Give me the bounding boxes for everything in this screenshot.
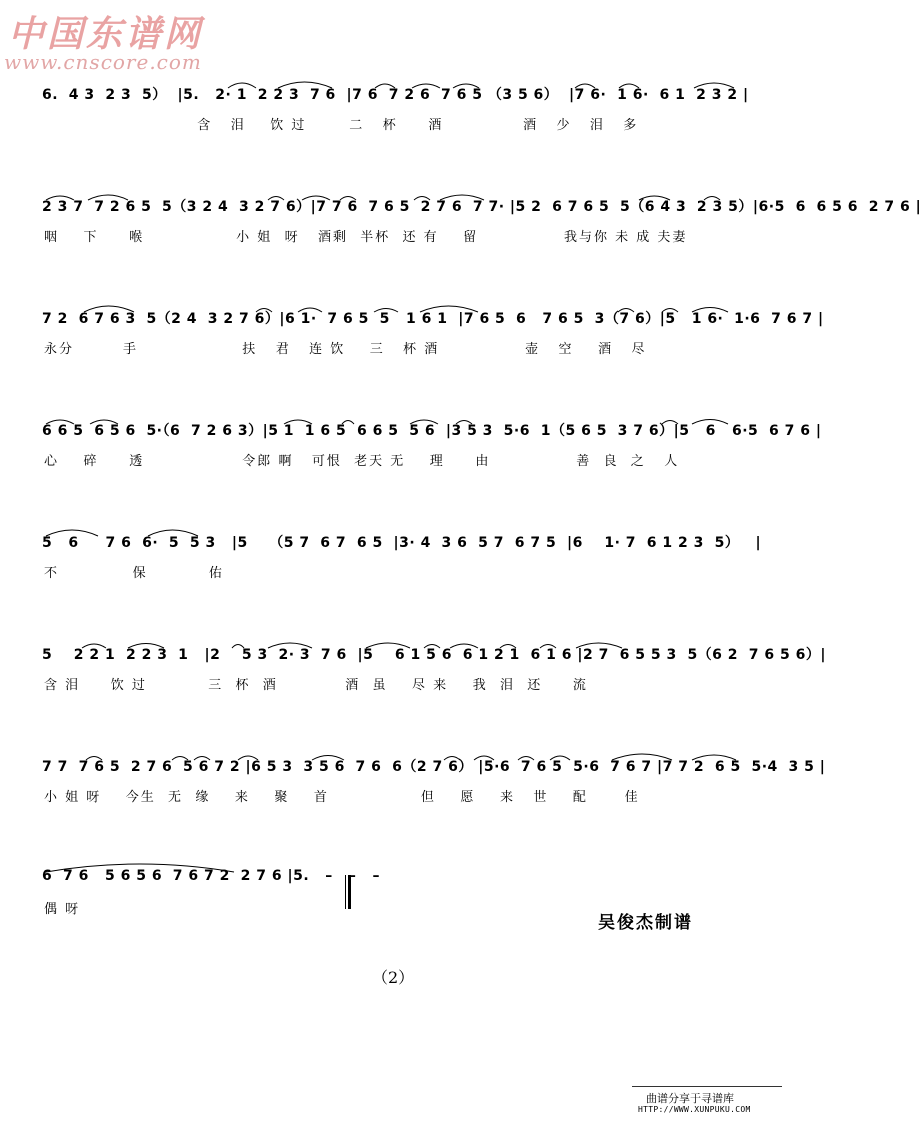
notes-line-3: 7 2 6 7 6 3 5（2 4 3 2 7 6）|6 1· 7 6 5 5 1 6 1 |7 6 5 6 7 6 5 3（7 6）|5 1 6· 1·6 7 6 7 |	[42, 311, 824, 327]
lyrics-line-5: 不 保 佑	[44, 566, 224, 581]
lyrics-line-3: 永分 手 扶 君 连 饮 三 杯 酒 壶 空 酒 尽	[44, 342, 647, 357]
notes-line-1: 6. 4 3 2 3 5） |5. 2· 1 2 2 3 7 6 |7 6 7 2 6 7 6 5 （3 5 6） |7 6· 1 6· 6 1 2 3 2 |	[42, 87, 749, 103]
score-line-1	[42, 78, 762, 150]
footer-text: 曲谱分享于寻谱库	[646, 1092, 734, 1105]
score-line-6	[42, 638, 826, 710]
lyrics-line-1: 含 泪 饮 过 二 杯 酒 酒 少 泪 多	[44, 118, 639, 133]
score-line-3	[42, 302, 824, 374]
score-line-7	[42, 750, 826, 822]
notes-line-7: 7 7 7 6 5 2 7 6 5 6 7 2 |6 5 3 3 5 6 7 6 6（2 7 6） |5·6 7 6 5 5·6 7 6 7 |7 7 2 6 5 5·4 3 5 |	[42, 759, 826, 775]
notes-line-2: 2 3 7 7 2 6 5 5（3 2 4 3 2 7 6）|7 7 6 7 6 5 2 7 6 7 7· |5 2 6 7 6 5 5（6 4 3 2 3 5）|6·5 6 6 5 6 2 7 6 |	[42, 199, 921, 215]
transcriber-credit: 吴俊杰制谱	[598, 913, 693, 933]
lyrics-line-8: 偶 呀	[44, 902, 81, 917]
notes-line-4: 6 6 5 6 5 6 5·（6 7 2 6 3）|5 1 1 6 5 6 6 5 5 6 |3 5 3 5·6 1（5 6 5 3 7 6）|5 6 6·5 6 7 6 |	[42, 423, 822, 439]
lyrics-line-2: 咽 下 喉 小 姐 呀 酒剩 半杯 还 有 留 我与你 未 成 夫妻	[44, 230, 688, 245]
notes-line-6: 5 2 2 1 2 2 3 1 |2 5 3 2· 3 7 6 |5 6 1 5 6 6 1 2 1 6 1 6 |2 7 6 5 5 3 5（6 2 7 6 5 6）|	[42, 647, 826, 663]
lyrics-line-4: 心 碎 透 令郎 啊 可恨 老天 无 理 由 善 良 之 人	[44, 454, 680, 469]
score-line-2	[42, 190, 921, 262]
score-line-5	[42, 526, 762, 598]
final-barline	[345, 875, 351, 909]
watermark-url: www.cnscore.com	[4, 50, 202, 74]
notes-line-8: 6 7 6 5 6 5 6 7 6 7 2 2 7 6 |5. – – –	[42, 868, 381, 884]
score-line-4	[42, 414, 822, 486]
notes-line-5: 5 6 7 6 6· 5 5 3 |5 （5 7 6 7 6 5 |3· 4 3 6 5 7 6 7 5 |6 1· 7 6 1 2 3 5） |	[42, 535, 762, 551]
footer-url: HTTP://WWW.XUNPUKU.COM	[638, 1105, 751, 1114]
lyrics-line-6: 含 泪 饮 过 三 杯 酒 酒 虽 尽 来 我 泪 还 流	[44, 678, 588, 693]
watermark-site-name: 中国东谱网	[8, 13, 204, 55]
lyrics-line-7: 小 姐 呀 今生 无 缘 来 聚 首 但 愿 来 世 配 佳	[44, 790, 640, 805]
page-number: （2）	[372, 968, 415, 987]
footer-watermark	[632, 1086, 782, 1117]
